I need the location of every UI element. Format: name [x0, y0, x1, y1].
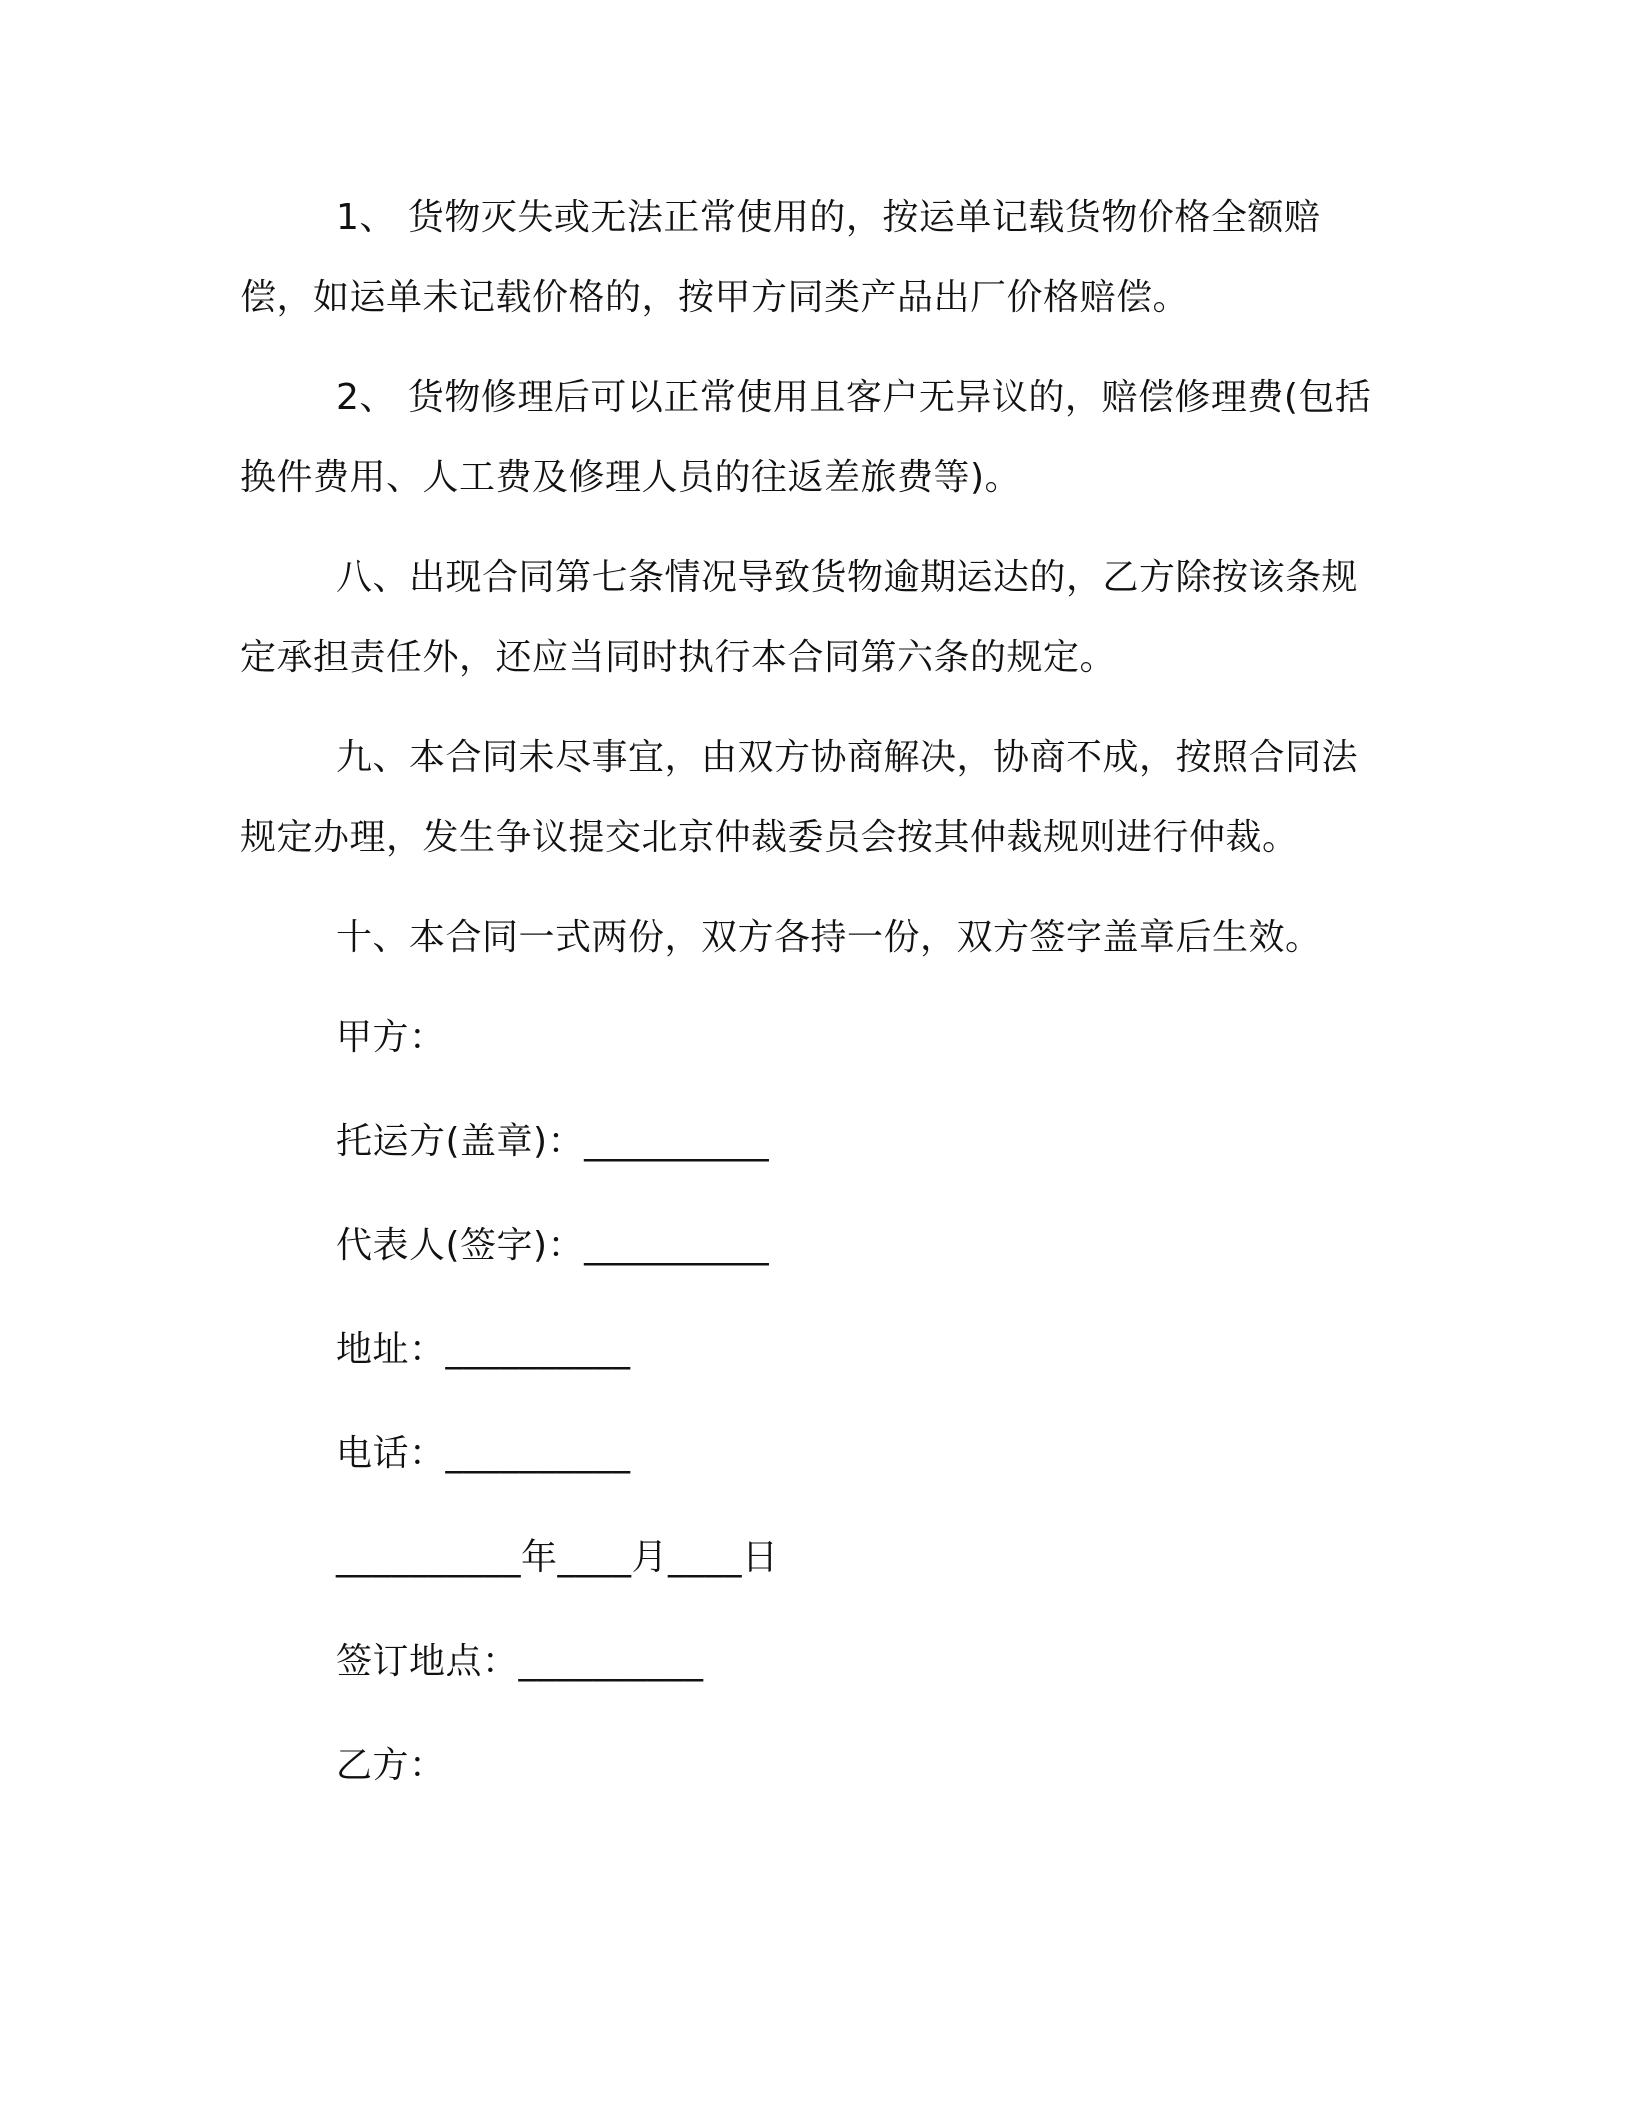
clause-nine-disputes: 九、本合同未尽事宜，由双方协商解决，协商不成，按照合同法规定办理，发生争议提交北京仲裁委员会按其仲裁规则进行仲裁。 [240, 737, 1359, 858]
date-field: __________年____月____日 [336, 1537, 779, 1578]
clause-compensation-repair: 2、 货物修理后可以正常使用且客户无异议的，赔偿修理费(包括换件费用、人工费及修理人员的往返差旅费等)。 [240, 377, 1372, 498]
shipper-seal-field: 托运方(盖章)：__________ [336, 1121, 770, 1162]
address-field: 地址：__________ [336, 1329, 631, 1370]
contract-body [240, 178, 1390, 1830]
representative-signature-field: 代表人(签字)：__________ [336, 1225, 770, 1266]
party-a-label: 甲方： [336, 1017, 446, 1058]
party-b-label: 乙方： [336, 1745, 446, 1786]
signature-block [240, 998, 1390, 1806]
clause-eight-delay: 八、出现合同第七条情况导致货物逾期运达的，乙方除按该条规定承担责任外，还应当同时执行本合同第六条的规定。 [240, 557, 1359, 678]
signing-place-field: 签订地点：__________ [336, 1641, 704, 1682]
clause-ten-copies: 十、本合同一式两份，双方各持一份，双方签字盖章后生效。 [336, 917, 1322, 958]
clause-compensation-lost-goods: 1、 货物灭失或无法正常使用的，按运单记载货物价格全额赔偿，如运单未记载价格的，按甲方同类产品出厂价格赔偿。 [240, 197, 1321, 318]
phone-field: 电话：__________ [336, 1433, 631, 1474]
